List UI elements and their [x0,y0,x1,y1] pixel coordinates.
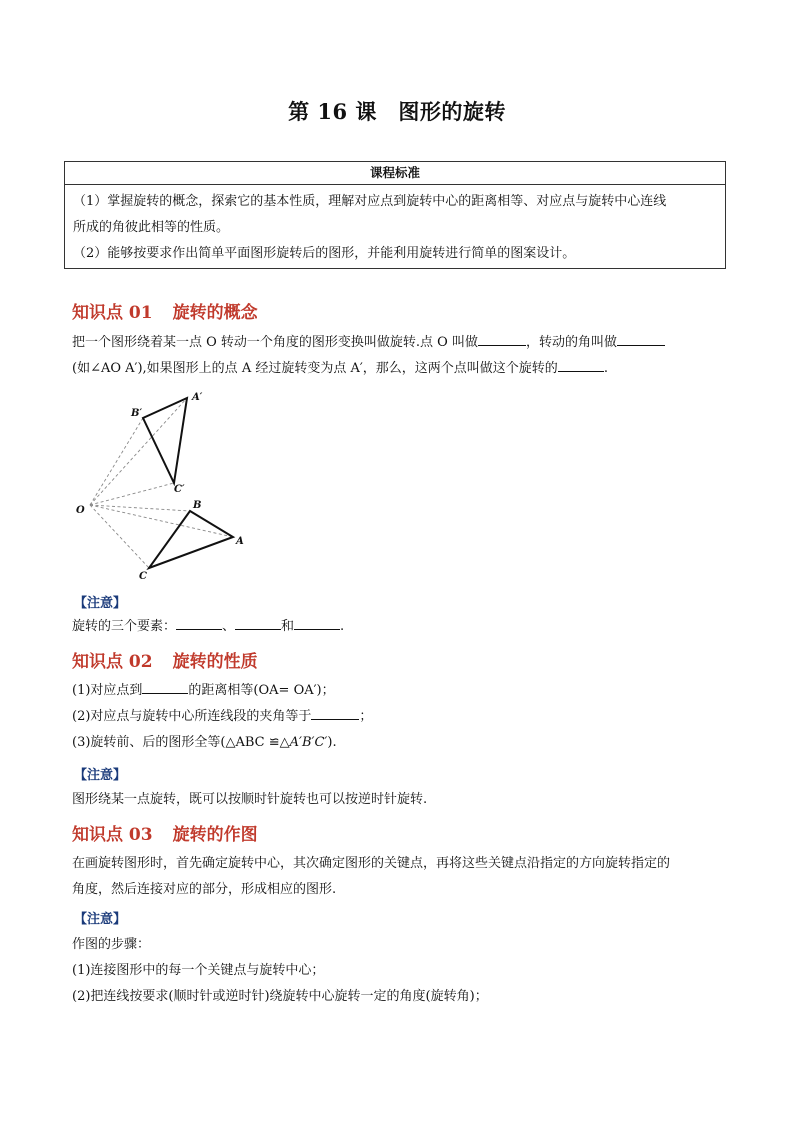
separator: 和 [281,619,295,634]
separator: 、 [222,619,236,634]
section-2-note-label: 【注意】 [74,768,127,783]
section-1-note [72,614,732,640]
property-3-triangle: A′B′C′ [289,735,328,750]
label-c-prime: C′ [174,484,185,495]
section-1-line-1-start: 把一个图形绕着某一点 O 转动一个角度的图形变换叫做旋转.点 O 叫做 [72,335,478,350]
course-standard-body [65,185,725,267]
section-1-note-label: 【注意】 [74,596,127,611]
property-1 [72,678,732,704]
section-2-title [72,647,258,672]
section-1-text [72,330,732,382]
page-title: 第 16 课 图形的旋转 [288,99,506,124]
section-3-steps [72,932,732,1010]
property-1-start: (1)对应点到 [72,683,143,698]
label-a-prime: A′ [192,392,203,403]
answer-blank[interactable] [311,705,359,720]
section-1-line-1 [72,330,732,356]
section-3-title [72,820,258,845]
standard-item-1-line-1: （1）掌握旋转的概念，探索它的基本性质，理解对应点到旋转中心的距离相等、对应点与旋转中心连线 [73,194,667,209]
section-1-title [72,298,258,323]
label-b-prime: B′ [131,408,143,419]
label-o: O [76,505,85,516]
connector-lines [90,398,233,568]
section-3-number: 知识点 03 [72,825,153,845]
section-3-text [72,851,732,903]
section-1-line-2-start: (如∠AO A′),如果图形上的点 A 经过旋转变为点 A′，那么，这两个点叫做这个旋转的 [72,361,558,376]
section-2-heading: 旋转的性质 [172,652,258,672]
answer-blank[interactable] [478,331,526,346]
three-elements-label: 旋转的三个要素： [72,619,177,634]
section-3-heading: 旋转的作图 [172,825,258,845]
answer-blank[interactable] [294,615,340,630]
answer-blank[interactable] [235,615,281,630]
section-2-list [72,678,732,756]
section-3-note-label: 【注意】 [74,912,127,927]
step-1: (1)连接图形中的每一个关键点与旋转中心； [72,963,325,978]
property-2-start: (2)对应点与旋转中心所连线段的夹角等于 [72,709,312,724]
original-triangle [149,511,233,568]
standard-item-2: （2）能够按要求作出简单平面图形旋转后的图形，并能利用旋转进行简单的图案设计。 [73,246,576,261]
answer-blank[interactable] [558,357,604,372]
property-3-end: ). [327,735,337,750]
property-2 [72,704,732,730]
section-1-line-2-end: . [603,361,608,376]
period: . [340,619,345,634]
rotation-figure [70,388,260,587]
answer-blank[interactable] [142,679,188,694]
section-2-number: 知识点 02 [72,652,153,672]
section-1-line-1-mid: ，转动的角叫做 [525,335,617,350]
section-1-number: 知识点 01 [72,303,153,323]
label-c: C [139,571,147,582]
section-3-line-2: 角度，然后连接对应的部分，形成相应的图形. [72,882,337,897]
property-3 [72,730,732,756]
course-standard-box [64,161,726,269]
label-a: A [236,536,244,547]
property-3-start: (3)旋转前、后的图形全等(△ABC ≌△ [72,735,290,750]
answer-blank[interactable] [617,331,665,346]
course-standard-heading: 课程标准 [65,162,725,185]
property-1-end: 的距离相等(OA= OA′)； [188,683,335,698]
rotation-diagram [70,388,260,583]
property-2-end: ； [359,709,373,724]
section-2-note: 图形绕某一点旋转，既可以按顺时针旋转也可以按逆时针旋转. [72,792,428,807]
steps-heading: 作图的步骤： [72,937,151,952]
section-3-line-1: 在画旋转图形时，首先确定旋转中心，其次确定图形的关键点，再将这些关键点沿指定的方向旋转指定的 [72,856,671,871]
label-b: B [193,500,202,511]
section-1-heading: 旋转的概念 [172,303,258,323]
step-2: (2)把连线按要求(顺时针或逆时针)绕旋转中心旋转一定的角度(旋转角)； [72,989,488,1004]
section-1-line-2 [72,356,732,382]
answer-blank[interactable] [176,615,222,630]
rotated-triangle [143,398,187,483]
standard-item-1-line-2: 所成的角彼此相等的性质。 [73,220,230,235]
